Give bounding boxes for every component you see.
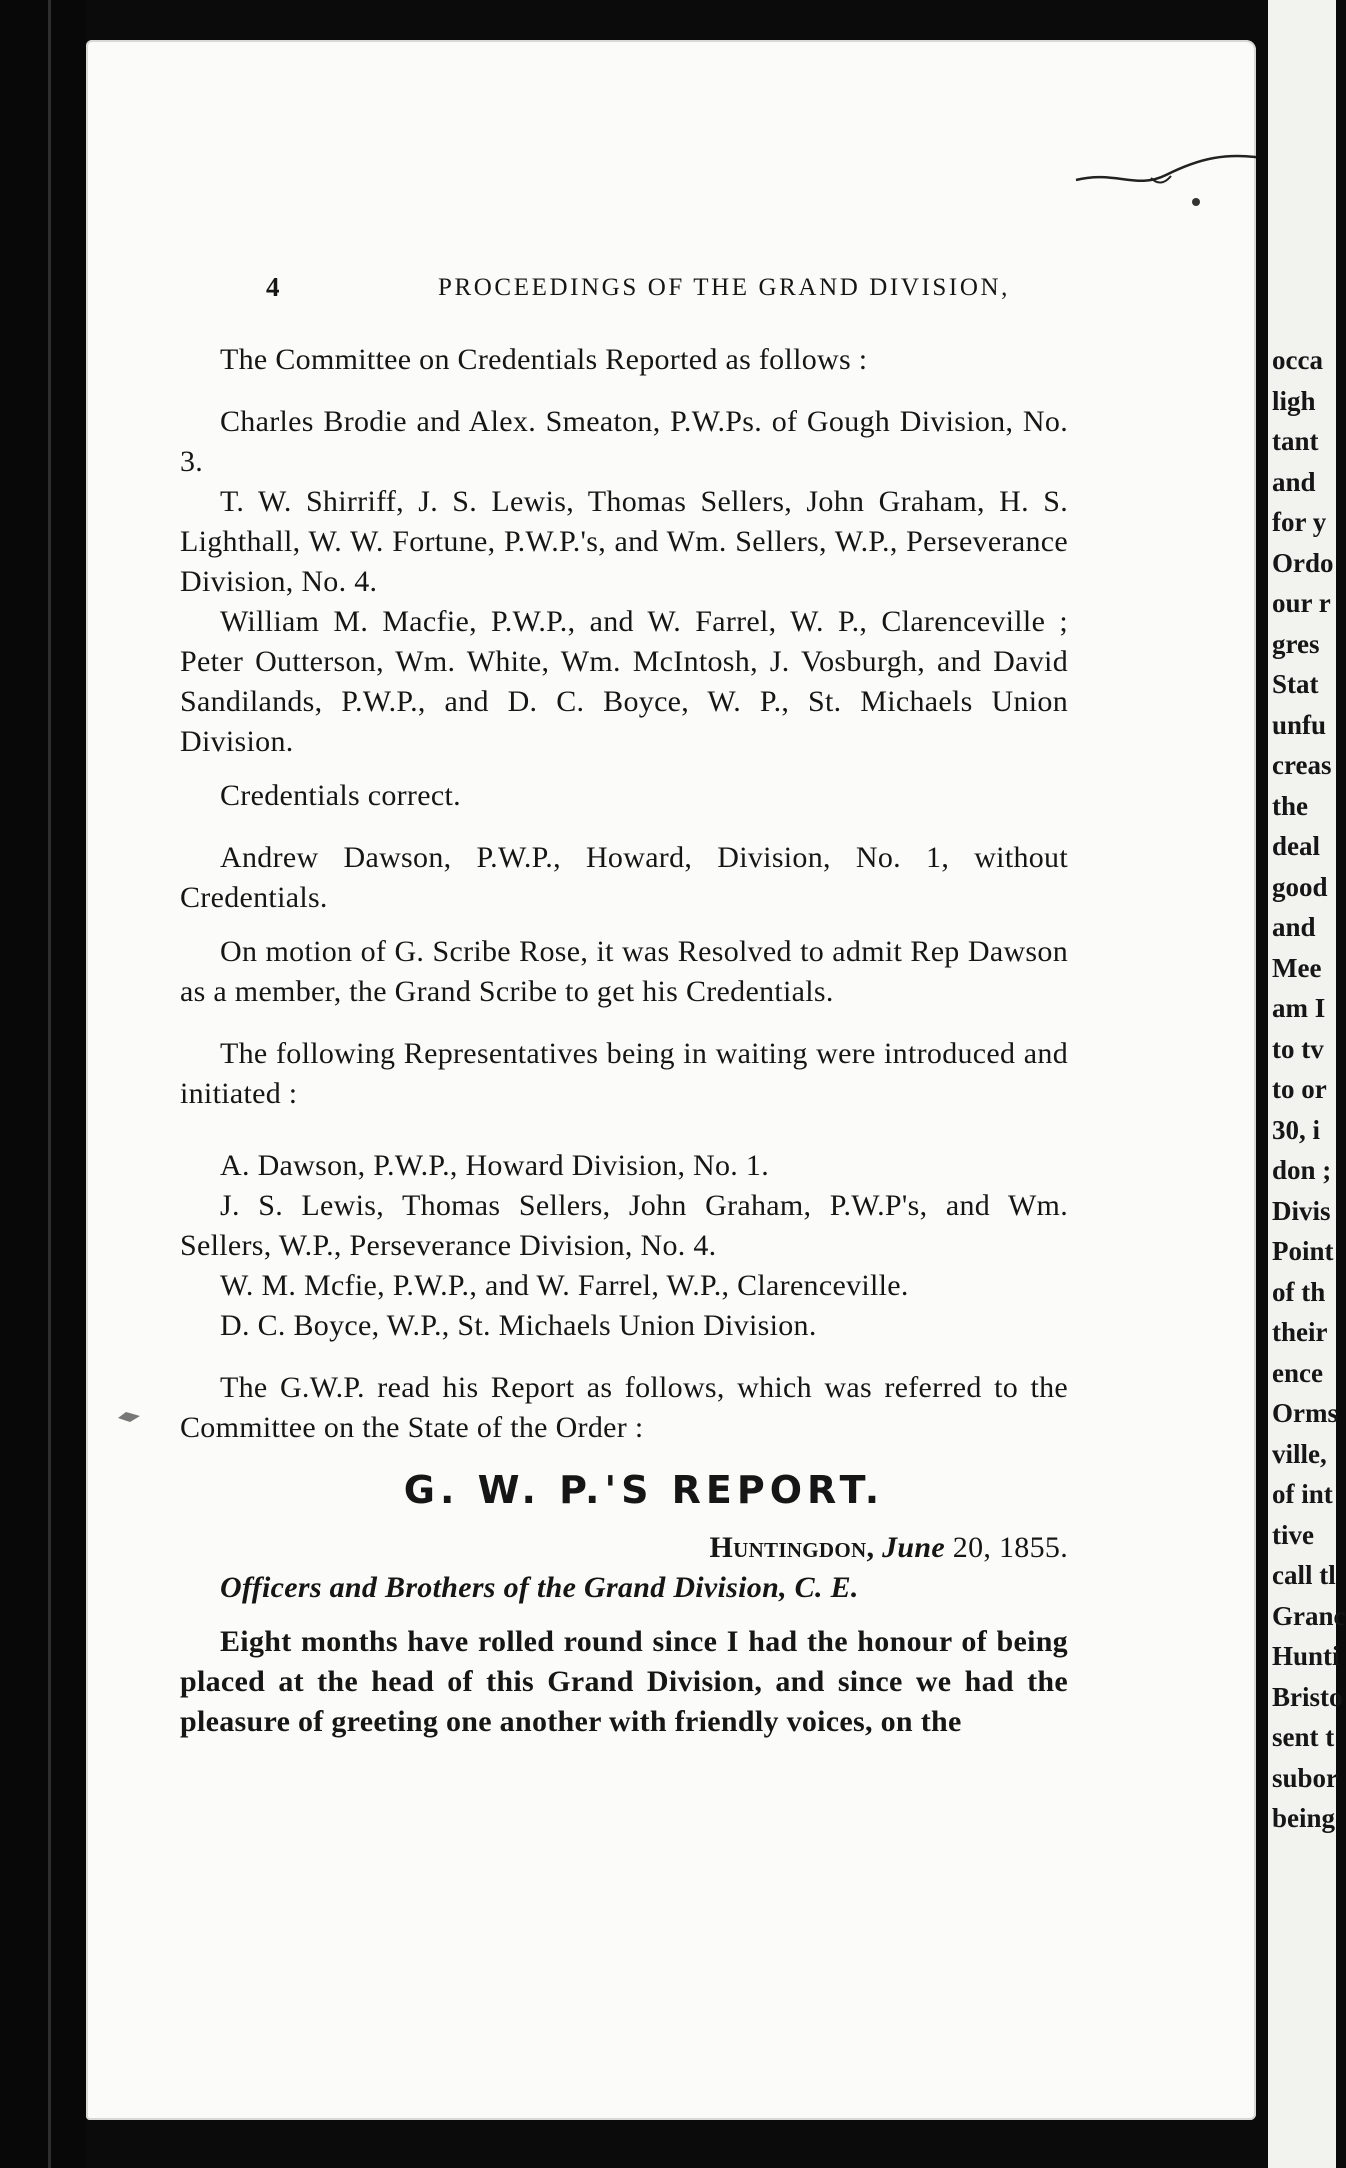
credentials-entry: Charles Brodie and Alex. Smeaton, P.W.Ps. of Gough Division, No. 3.: [180, 405, 1068, 478]
adjacent-page-line: of th: [1272, 1276, 1326, 1307]
representative-entry: W. M. Mcfie, P.W.P., and W. Farrel, W.P., Clarenceville.: [220, 1269, 909, 1302]
adjacent-page-line: gres: [1272, 628, 1320, 659]
adjacent-page-strip: [1256, 0, 1346, 2168]
adjacent-page-line: to or: [1272, 1074, 1327, 1104]
adjacent-page-line: creas: [1272, 750, 1332, 780]
credentials-entry: T. W. Shirriff, J. S. Lewis, Thomas Sellers, John Graham, H. S. Lighthall, W. W. Fortune, P.W.P.'s, and Wm. Sellers, W.P., Perseverance Division, No. 4.: [180, 485, 1068, 598]
adjacent-page-line: Bristo: [1272, 1681, 1343, 1712]
adjacent-page-line: tive: [1272, 1519, 1314, 1550]
adjacent-page-line: subor: [1272, 1762, 1339, 1793]
committee-intro: The Committee on Credentials Reported as follows :: [220, 343, 868, 376]
scan-border-rule: [48, 0, 51, 2168]
adjacent-page-line: Stat: [1272, 669, 1319, 699]
adjacent-page-line: Point: [1272, 1236, 1334, 1266]
report-heading: G. W. P.'S REPORT.: [403, 1468, 885, 1512]
motion-paragraph: On motion of G. Scribe Rose, it was Resolved to admit Rep Dawson as a member, the Grand Scribe to get his Credentials.: [180, 935, 1068, 1008]
adjacent-page-line: and: [1272, 466, 1316, 497]
adjacent-page-line: ence: [1272, 1357, 1323, 1388]
adjacent-page-line: Hunti: [1272, 1641, 1340, 1671]
adjacent-page-line: am I: [1272, 993, 1326, 1023]
adjacent-page-line: Ordo: [1272, 547, 1334, 578]
adjacent-page-line: Mee: [1272, 952, 1322, 983]
adjacent-page-line: sent t: [1272, 1722, 1335, 1752]
dateline-place: Huntingdon,: [709, 1531, 875, 1564]
credentials-status: Credentials correct.: [220, 779, 461, 812]
dateline-month: June: [882, 1531, 945, 1564]
adjacent-page-line: for y: [1272, 507, 1327, 537]
scan-speck-icon: [116, 1410, 142, 1424]
adjacent-page-line: being: [1272, 1803, 1336, 1833]
dawson-note: Andrew Dawson, P.W.P., Howard, Division, No. 1, without Credentials.: [180, 841, 1068, 914]
body-text: [180, 340, 1068, 1742]
adjacent-page-line: our r: [1272, 588, 1331, 618]
adjacent-page-line: to tv: [1272, 1033, 1324, 1064]
running-title: PROCEEDINGS OF THE GRAND DIVISION,: [438, 274, 1010, 301]
page-gutter: [1256, 0, 1268, 2168]
representative-entry: D. C. Boyce, W.P., St. Michaels Union Division.: [220, 1309, 817, 1342]
adjacent-page-line: of int: [1272, 1479, 1333, 1509]
adjacent-page-line: and: [1272, 912, 1316, 942]
stray-thread-mark: [1076, 140, 1276, 220]
adjacent-page-line: ligh: [1272, 385, 1316, 416]
representatives-intro: The following Representatives being in waiting were introduced and initiated :: [180, 1037, 1068, 1110]
running-header: [266, 272, 1146, 312]
adjacent-page-line: 30, i: [1272, 1114, 1321, 1145]
dateline: [180, 1528, 1068, 1568]
credentials-entry: William M. Macfie, P.W.P., and W. Farrel, W. P., Clarenceville ; Peter Outterson, Wm. White, Wm. McIntosh, J. Vosburgh, and David Sandilands, P.W.P., and D. C. Boyce, W. P., St. Michaels Union Division.: [180, 605, 1068, 758]
adjacent-page-line: ville,: [1272, 1438, 1327, 1469]
representative-entry: J. S. Lewis, Thomas Sellers, John Graham, P.W.P's, and Wm. Sellers, W.P., Perseverance Division, No. 4.: [180, 1189, 1068, 1262]
adjacent-page-line: Granc: [1272, 1600, 1346, 1631]
page-number: 4: [266, 272, 280, 302]
adjacent-page-line: their: [1272, 1317, 1328, 1347]
adjacent-page-line: Divis: [1272, 1195, 1331, 1226]
adjacent-page-line: Orms: [1272, 1398, 1338, 1428]
adjacent-page-line: the: [1272, 790, 1308, 821]
adjacent-page-line: occa: [1272, 345, 1323, 375]
opening-paragraph: Eight months have rolled round since I had the honour of being placed at the head of this Grand Division, and since we had the pleasure of greeting one another with friendly voices, on the: [180, 1625, 1068, 1738]
scan-left-border: [0, 0, 86, 2168]
representative-entry: A. Dawson, P.W.P., Howard Division, No. 1.: [220, 1149, 770, 1182]
adjacent-page-line: don ;: [1272, 1155, 1332, 1185]
dateline-year: 20, 1855.: [945, 1531, 1068, 1564]
report-referral: The G.W.P. read his Report as follows, which was referred to the Committee on the State of the Order :: [180, 1371, 1068, 1444]
adjacent-page-fragments: [1272, 340, 1346, 1839]
salutation: Officers and Brothers of the Grand Division, C. E.: [220, 1571, 859, 1604]
adjacent-page-line: good: [1272, 871, 1328, 902]
adjacent-page-line: call tl: [1272, 1560, 1336, 1590]
adjacent-page-line: unfu: [1272, 709, 1327, 740]
adjacent-page-line: deal: [1272, 831, 1321, 861]
adjacent-page-line: tant: [1272, 426, 1319, 456]
